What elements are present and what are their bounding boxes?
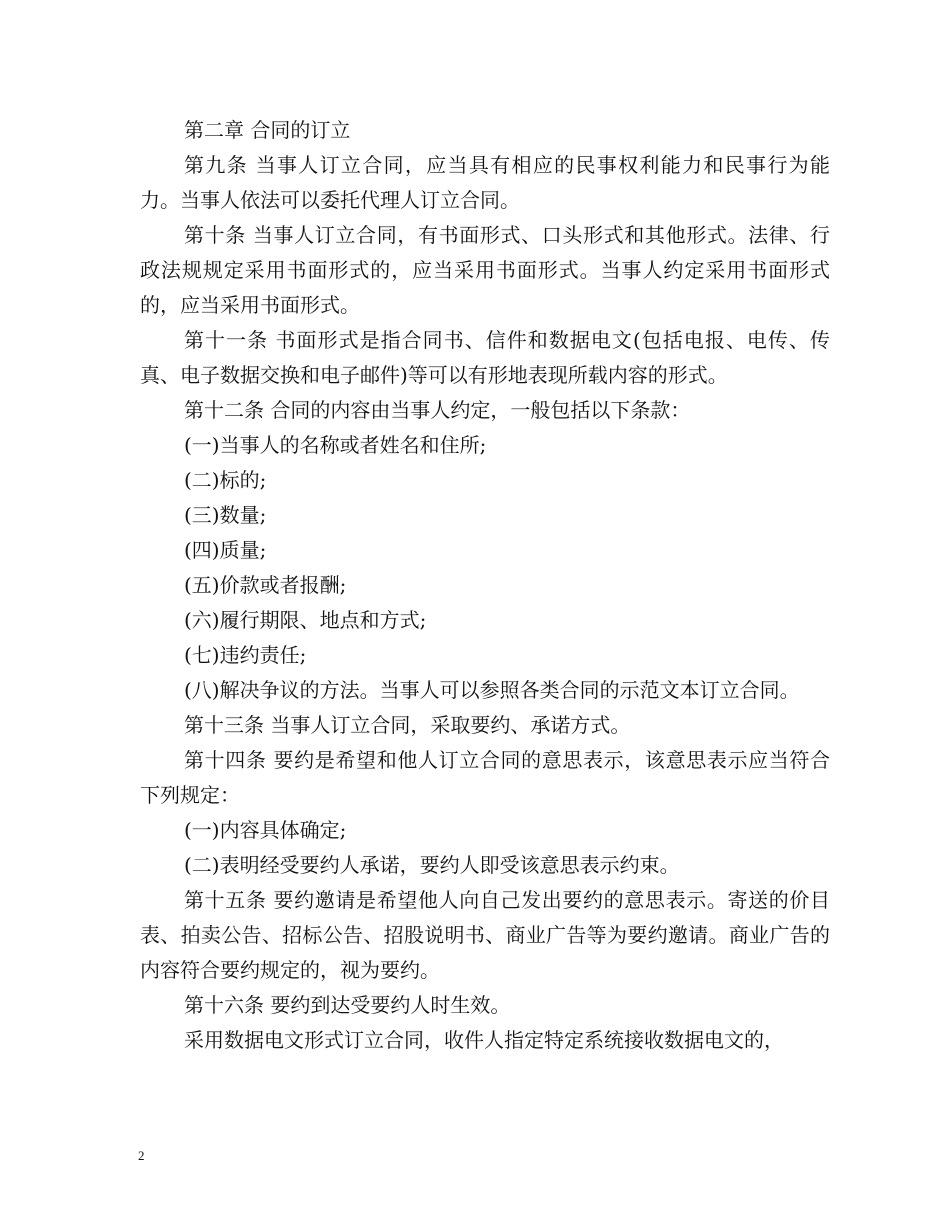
article-paragraph: 第九条 当事人订立合同，应当具有相应的民事权利能力和民事行为能力。当事人依法可以委托代理人订立合同。 [140,153,830,212]
article-paragraph: 第十五条 要约邀请是希望他人向自己发出要约的意思表示。寄送的价目表、拍卖公告、招标公告、招股说明书、商业广告等为要约邀请。商业广告的内容符合要约规定的，视为要约。 [140,888,830,982]
paragraph-list [140,148,830,1058]
list-item: (一)内容具体确定; [184,818,347,842]
article-paragraph: 第十三条 当事人订立合同，采取要约、承诺方式。 [184,713,631,737]
chapter-title: 第二章 合同的订立 [184,118,351,142]
list-item: (六)履行期限、地点和方式; [184,608,427,632]
list-item: (二)表明经受要约人承诺，要约人即受该意思表示约束。 [184,853,680,877]
article-paragraph: (八)解决争议的方法。当事人可以参照各类合同的示范文本订立合同。 [184,678,800,702]
article-paragraph: 第十六条 要约到达受要约人时生效。 [184,993,511,1017]
article-paragraph: 采用数据电文形式订立合同，收件人指定特定系统接收数据电文的， [184,1028,784,1052]
list-item: (七)违约责任; [184,643,307,667]
article-paragraph: 第十二条 合同的内容由当事人约定，一般包括以下条款： [184,398,691,422]
list-item: (五)价款或者报酬; [184,573,347,597]
list-item: (一)当事人的名称或者姓名和住所; [184,433,487,457]
page-number: 2 [138,1148,145,1163]
document-body [140,113,830,1058]
list-item: (三)数量; [184,503,267,527]
article-paragraph: 第十一条 书面形式是指合同书、信件和数据电文(包括电报、电传、传真、电子数据交换和电子邮件)等可以有形地表现所载内容的形式。 [140,328,830,387]
list-item: (四)质量; [184,538,267,562]
article-paragraph: 第十四条 要约是希望和他人订立合同的意思表示，该意思表示应当符合下列规定： [140,748,830,807]
article-paragraph: 第十条 当事人订立合同，有书面形式、口头形式和其他形式。法律、行政法规规定采用书面形式的，应当采用书面形式。当事人约定采用书面形式的，应当采用书面形式。 [140,223,830,317]
list-item: (二)标的; [184,468,267,492]
